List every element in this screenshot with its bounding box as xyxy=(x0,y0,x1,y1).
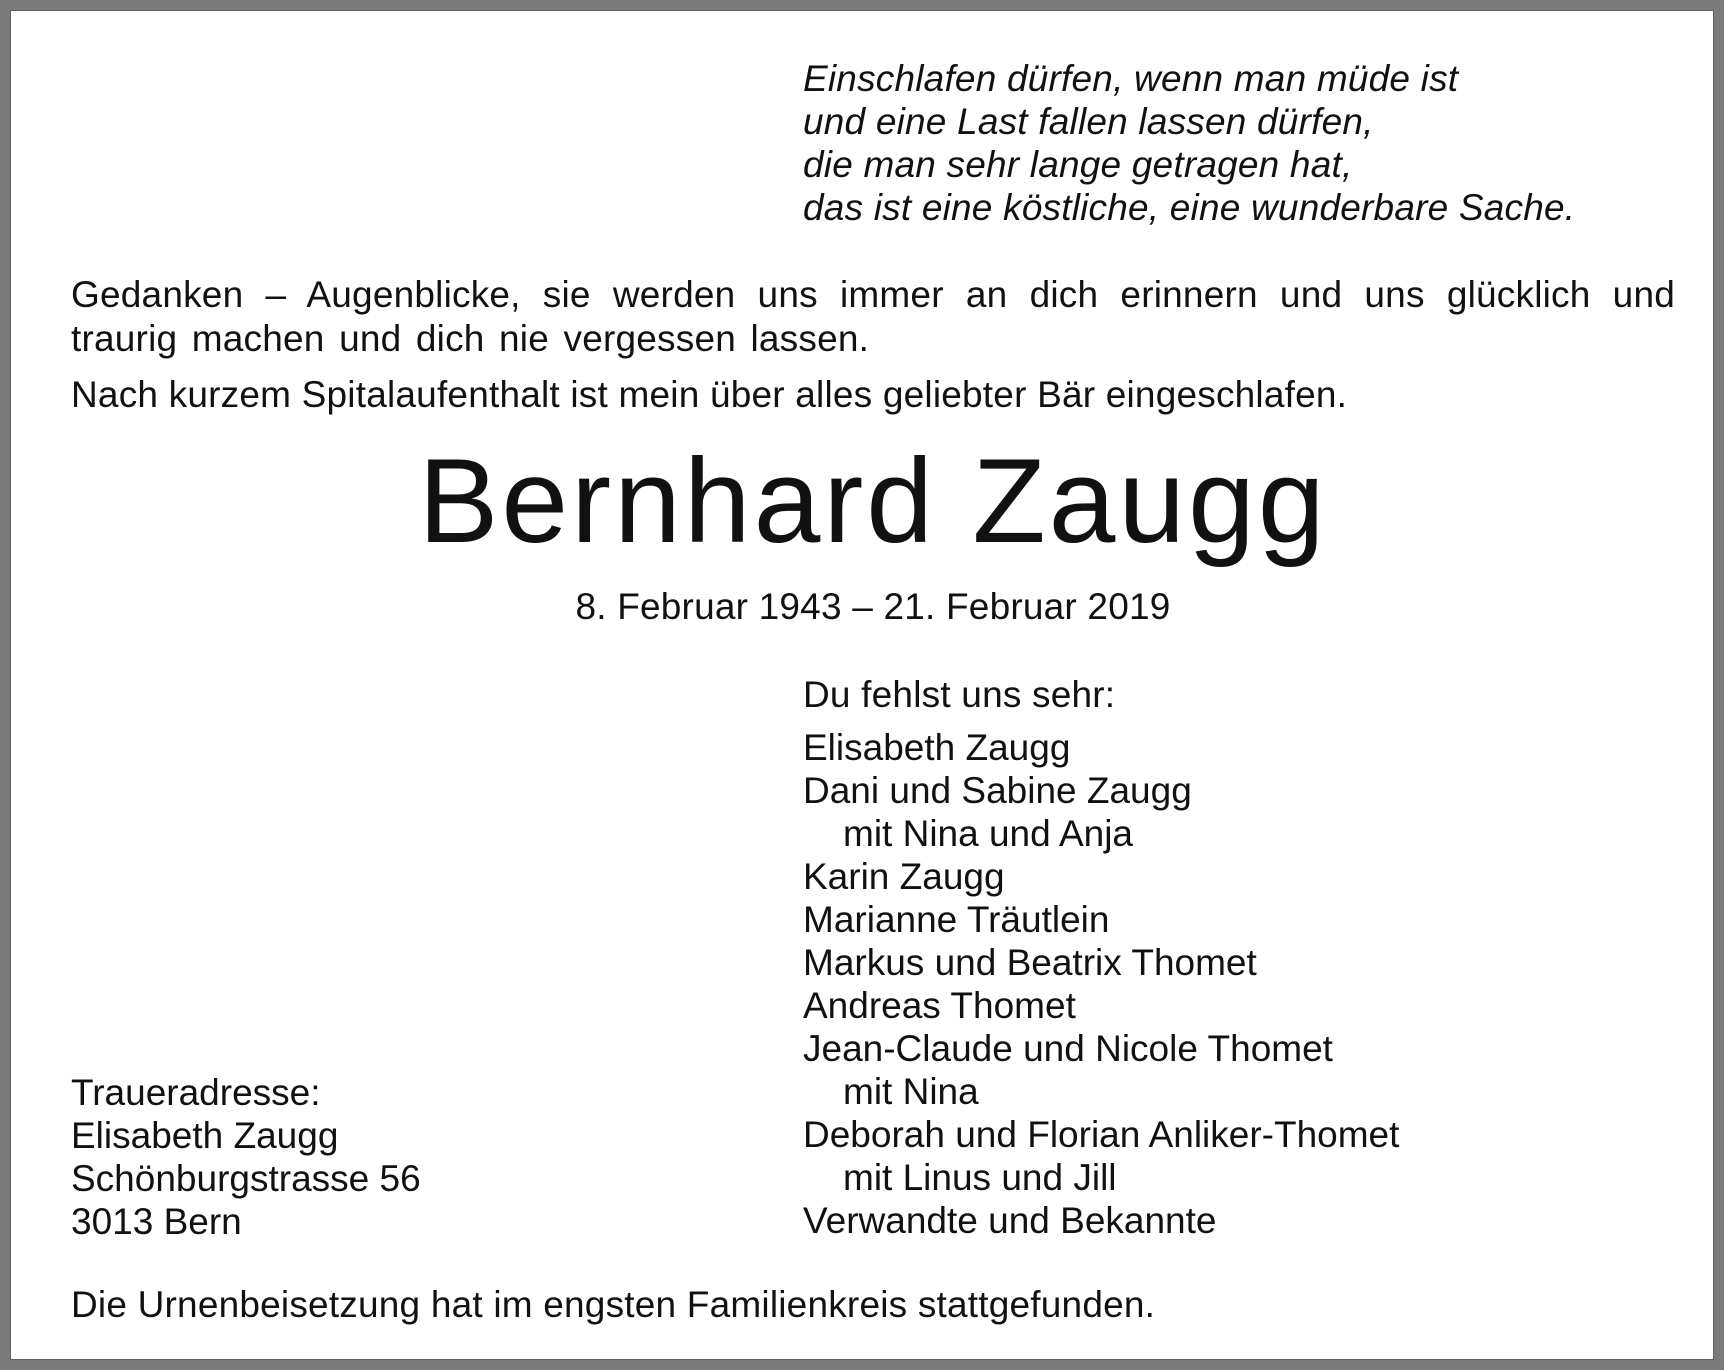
deceased-name: Bernhard Zaugg xyxy=(418,434,1328,568)
quote-line: die man sehr lange getragen hat, xyxy=(803,144,1353,185)
mourner-entry: Deborah und Florian Anliker-Thomet xyxy=(803,1114,1400,1155)
address-street: Schönburgstrasse 56 xyxy=(71,1158,421,1199)
mourner-entry: mit Nina xyxy=(843,1071,979,1112)
burial-notice: Die Urnenbeisetzung hat im engsten Familienkreis stattgefunden. xyxy=(71,1284,1156,1325)
mourner-entry: Verwandte und Bekannte xyxy=(803,1200,1217,1241)
mourners-list xyxy=(803,726,1399,1242)
quote-line: das ist eine köstliche, eine wunderbare Sache. xyxy=(803,187,1576,228)
address-label: Traueradresse: xyxy=(71,1072,321,1113)
mourner-entry: mit Nina und Anja xyxy=(843,813,1134,854)
quote-line: Einschlafen dürfen, wenn man müde ist xyxy=(803,58,1459,99)
epigraph-quote xyxy=(803,57,1575,229)
mourner-entry: Andreas Thomet xyxy=(803,985,1076,1026)
mourning-address xyxy=(71,1071,421,1243)
mourner-entry: Markus und Beatrix Thomet xyxy=(803,942,1257,983)
mourner-entry: Karin Zaugg xyxy=(803,856,1005,897)
mourner-entry: Dani und Sabine Zaugg xyxy=(803,770,1192,811)
mourner-entry: Elisabeth Zaugg xyxy=(803,727,1071,768)
mourners-heading: Du fehlst uns sehr: xyxy=(803,674,1116,715)
mourner-entry: mit Linus und Jill xyxy=(843,1157,1117,1198)
thoughts-paragraph: Gedanken – Augenblicke, sie werden uns immer an dich erinnern und uns glücklich und traurig machen und dich nie vergessen lassen. xyxy=(71,274,1675,359)
announcement-text: Nach kurzem Spitalaufenthalt ist mein über alles geliebter Bär eingeschlafen. xyxy=(71,374,1348,415)
address-city: 3013 Bern xyxy=(71,1201,242,1242)
mourner-entry: Jean-Claude und Nicole Thomet xyxy=(803,1028,1333,1069)
address-name: Elisabeth Zaugg xyxy=(71,1115,339,1156)
obituary-card xyxy=(11,11,1713,1359)
mourner-entry: Marianne Träutlein xyxy=(803,899,1110,940)
quote-line: und eine Last fallen lassen dürfen, xyxy=(803,101,1374,142)
life-dates: 8. Februar 1943 – 21. Februar 2019 xyxy=(575,586,1171,627)
